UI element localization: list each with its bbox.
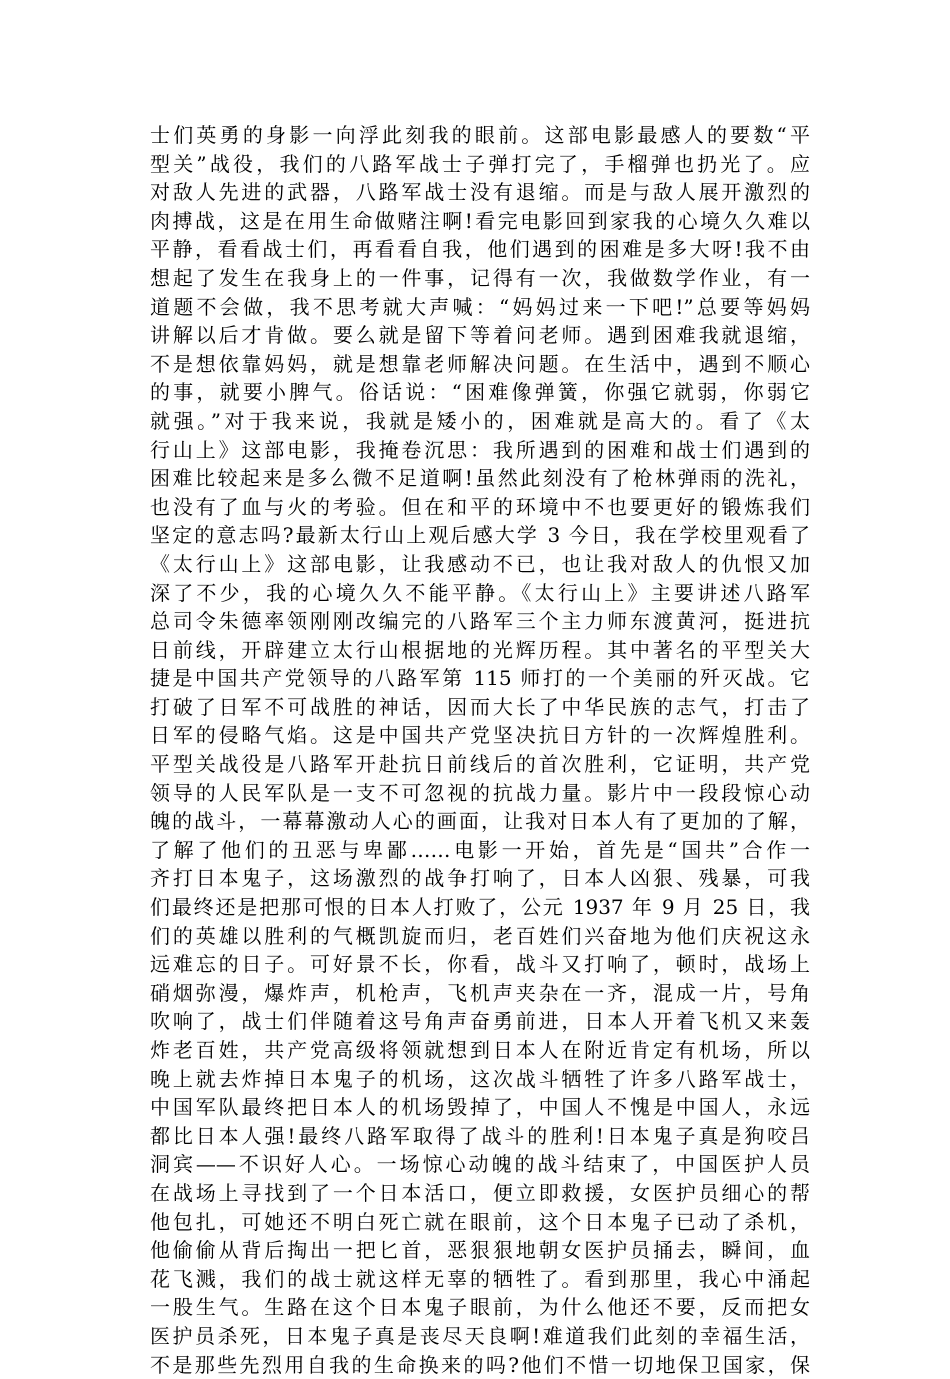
text-line: 吹响了，战士们伴随着这号角声奋勇前进，日本人开着飞机又来轰 <box>150 1009 810 1034</box>
text-line: 他包扎，可她还不明白死亡就在眼前，这个日本鬼子已动了杀机， <box>150 1209 810 1234</box>
body-text <box>150 121 810 1379</box>
text-line: 总司令朱德率领刚刚改编完的八路军三个主力师东渡黄河，挺进抗 <box>150 609 810 634</box>
text-line: 也没有了血与火的考验。但在和平的环境中不也要更好的锻炼我们 <box>150 494 810 519</box>
text-line: 《太行山上》这部电影，让我感动不已，也让我对敌人的仇恨又加 <box>150 551 810 576</box>
text-line: 医护员杀死，日本鬼子真是丧尽天良啊!难道我们此刻的幸福生活， <box>150 1323 810 1348</box>
text-line: 远难忘的日子。可好景不长，你看，战斗又打响了，顿时，战场上 <box>150 952 810 977</box>
text-line: 型关”战役，我们的八路军战士子弹打完了，手榴弹也扔光了。应 <box>150 151 810 176</box>
text-line: 了解了他们的丑恶与卑鄙……电影一开始，首先是“国共”合作一 <box>150 837 810 862</box>
text-line: 一股生气。生路在这个日本鬼子眼前，为什么他还不要，反而把女 <box>150 1295 810 1320</box>
text-line: 捷是中国共产党领导的八路军第 115 师打的一个美丽的歼灭战。它 <box>150 666 810 691</box>
text-line: 魄的战斗，一幕幕激动人心的画面，让我对日本人有了更加的了解， <box>150 809 810 834</box>
text-line: 花飞溅，我们的战士就这样无辜的牺牲了。看到那里，我心中涌起 <box>150 1266 810 1291</box>
text-line: 中国军队最终把日本人的机场毁掉了，中国人不愧是中国人，永远 <box>150 1095 810 1120</box>
text-line: 们最终还是把那可恨的日本人打败了，公元 1937 年 9 月 25 日，我 <box>150 895 810 920</box>
text-line: 日前线，开辟建立太行山根据地的光辉历程。其中著名的平型关大 <box>150 637 810 662</box>
text-line: 坚定的意志吗?最新太行山上观后感大学 3 今日，我在学校里观看了 <box>150 523 810 548</box>
text-line: 困难比较起来是多么微不足道啊!虽然此刻没有了枪林弹雨的洗礼， <box>150 466 810 491</box>
text-line: 的事，就要小脾气。俗话说：“困难像弹簧，你强它就弱，你弱它 <box>150 380 810 405</box>
text-line: 他偷偷从背后掏出一把匕首，恶狠狠地朝女医护员捅去，瞬间，血 <box>150 1238 810 1263</box>
text-line: 道题不会做，我不思考就大声喊：“妈妈过来一下吧!”总要等妈妈 <box>150 294 810 319</box>
text-line: 打破了日军不可战胜的神话，因而大长了中华民族的志气，打击了 <box>150 694 810 719</box>
text-line: 在战场上寻找到了一个日本活口，便立即救援，女医护员细心的帮 <box>150 1180 810 1205</box>
text-line: 行山上》这部电影，我掩卷沉思：我所遇到的困难和战士们遇到的 <box>150 437 810 462</box>
text-line: 都比日本人强!最终八路军取得了战斗的胜利!日本鬼子真是狗咬吕 <box>150 1123 810 1148</box>
text-line: 洞宾——不识好人心。一场惊心动魄的战斗结束了，中国医护人员 <box>150 1152 810 1177</box>
text-line: 对敌人先进的武器，八路军战士没有退缩。而是与敌人展开激烈的 <box>150 180 810 205</box>
text-line: 讲解以后才肯做。要么就是留下等着问老师。遇到困难我就退缩， <box>150 323 810 348</box>
text-line: 领导的人民军队是一支不可忽视的抗战力量。影片中一段段惊心动 <box>150 780 810 805</box>
text-line: 晚上就去炸掉日本鬼子的机场，这次战斗牺牲了许多八路军战士， <box>150 1066 810 1091</box>
text-line: 想起了发生在我身上的一件事，记得有一次，我做数学作业，有一 <box>150 265 810 290</box>
text-line: 日军的侵略气焰。这是中国共产党坚决抗日方针的一次辉煌胜利。 <box>150 723 810 748</box>
text-line: 士们英勇的身影一向浮此刻我的眼前。这部电影最感人的要数“平 <box>150 123 810 147</box>
text-line: 平型关战役是八路军开赴抗日前线后的首次胜利，它证明，共产党 <box>150 752 810 777</box>
text-line: 就强。”对于我来说，我就是矮小的，困难就是高大的。看了《太 <box>150 408 810 433</box>
text-line: 硝烟弥漫，爆炸声，机枪声，飞机声夹杂在一齐，混成一片，号角 <box>150 980 810 1005</box>
text-line: 炸老百姓，共产党高级将领就想到日本人在附近肯定有机场，所以 <box>150 1038 810 1062</box>
text-line: 肉搏战，这是在用生命做赌注啊!看完电影回到家我的心境久久难以 <box>150 208 810 233</box>
text-line: 齐打日本鬼子，这场激烈的战争打响了，日本人凶狠、残暴，可我 <box>150 866 810 891</box>
text-line: 不是那些先烈用自我的生命换来的吗?他们不惜一切地保卫国家，保 <box>150 1352 810 1377</box>
text-line: 平静，看看战士们，再看看自我，他们遇到的困难是多大呀!我不由 <box>150 237 810 262</box>
text-line: 们的英雄以胜利的气概凯旋而归，老百姓们兴奋地为他们庆祝这永 <box>150 923 810 948</box>
text-line: 深了不少，我的心境久久不能平静。《太行山上》主要讲述八路军 <box>150 580 810 605</box>
text-line: 不是想依靠妈妈，就是想靠老师解决问题。在生活中，遇到不顺心 <box>150 351 810 376</box>
